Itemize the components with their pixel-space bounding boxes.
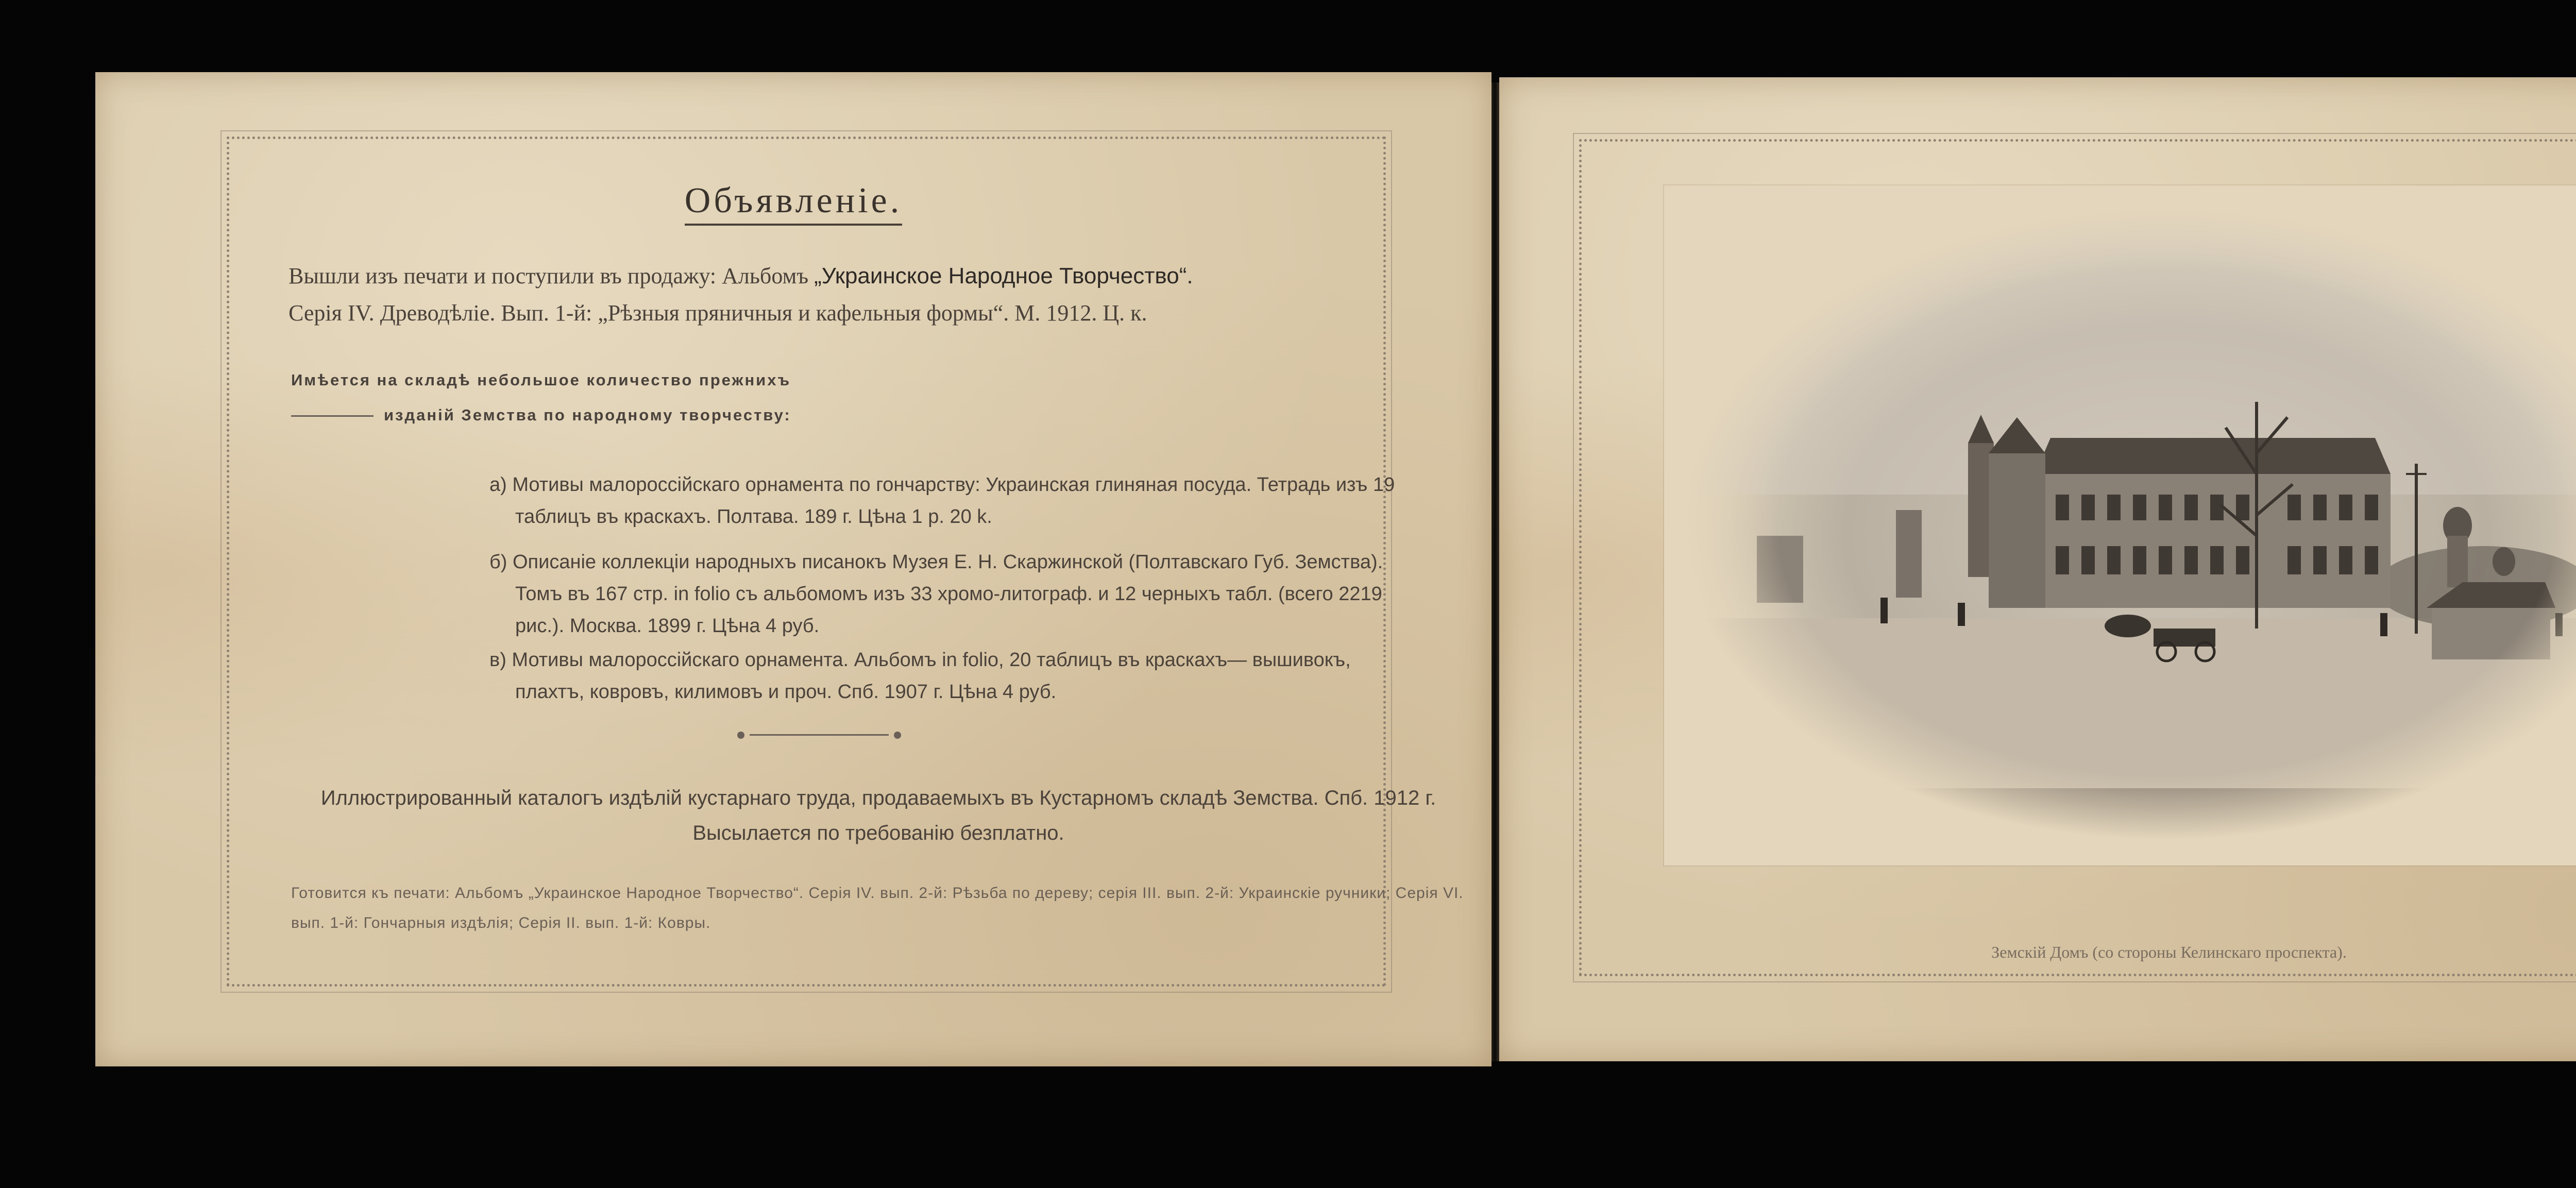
- announcement-title: Объявленіе.: [95, 180, 1492, 222]
- album-title: „Украинское Народное Творчество“.: [814, 263, 1193, 288]
- catalog-notice: Иллюстрированный каталогъ издѣлій кустарнаго труда, продаваемыхъ въ Кустарномъ складѣ Земства. Спб. 1912 г. Высылается по требованію безплатно.: [320, 787, 1436, 844]
- intro-details: Серія IV. Древодѣліе. Вып. 1-й: „Рѣзныя пряничныя и кафельныя формы“. М. 1912. Ц. к.: [289, 300, 1147, 326]
- photo-caption: Земскій Домъ (со стороны Келинскаго проспекта).: [1991, 943, 2347, 961]
- ornamental-divider: [750, 734, 889, 736]
- stock-notice-line-1: Имѣется на складѣ небольшое количество прежнихъ: [291, 371, 791, 389]
- intro-paragraph: [289, 258, 1453, 332]
- intro-prefix: Вышли изъ печати и поступили въ продажу: Альбомъ: [289, 263, 815, 288]
- book-spine: [1490, 82, 1500, 1061]
- stock-rule: [291, 415, 374, 417]
- photo-plate: [1664, 185, 2576, 865]
- left-page: [95, 72, 1492, 1066]
- zemstvo-building-photo: [1680, 206, 2576, 840]
- list-item: б) Описаніе коллекціи народныхъ писанокъ Музея Е. Н. Скаржинской (Полтавскаго Губ. Земства). Томъ въ 167 стр. in folio съ альбомомъ изъ 33 хромо-литограф. и 12 черныхъ табл. (всего 2219 рис.). Москва. 1899 г. Цѣна 4 руб.: [489, 551, 1383, 637]
- list-item: в) Мотивы малороссійскаго орнамента. Альбомъ in folio, 20 таблицъ въ краскахъ— вышивокъ, плахтъ, ковровъ, килимовъ и проч. Спб. 1907 г. Цѣна 4 руб.: [489, 649, 1351, 703]
- stock-notice-text: изданій Земства по народному творчеству:: [384, 406, 791, 424]
- stock-notice-line-2: [291, 406, 791, 425]
- in-preparation-notice: Готовится къ печати: Альбомъ „Украинское Народное Творчество“. Серія IV. вып. 2-й: Рѣзьба по дереву; серія III. вып. 2-й: Украинскіе ручники; Серія VI. вып. 1-й: Гончарныя издѣлія; Серія II. вып. 1-й: Ковры.: [291, 885, 1464, 931]
- list-item: а) Мотивы малороссійскаго орнамента по гончарству: Украинская глиняная посуда. Тетрадь изъ 19 таблицъ въ краскахъ. Полтава. 189 г. Цѣна 1 р. 20 k.: [489, 474, 1395, 528]
- right-page: [1499, 77, 2576, 1061]
